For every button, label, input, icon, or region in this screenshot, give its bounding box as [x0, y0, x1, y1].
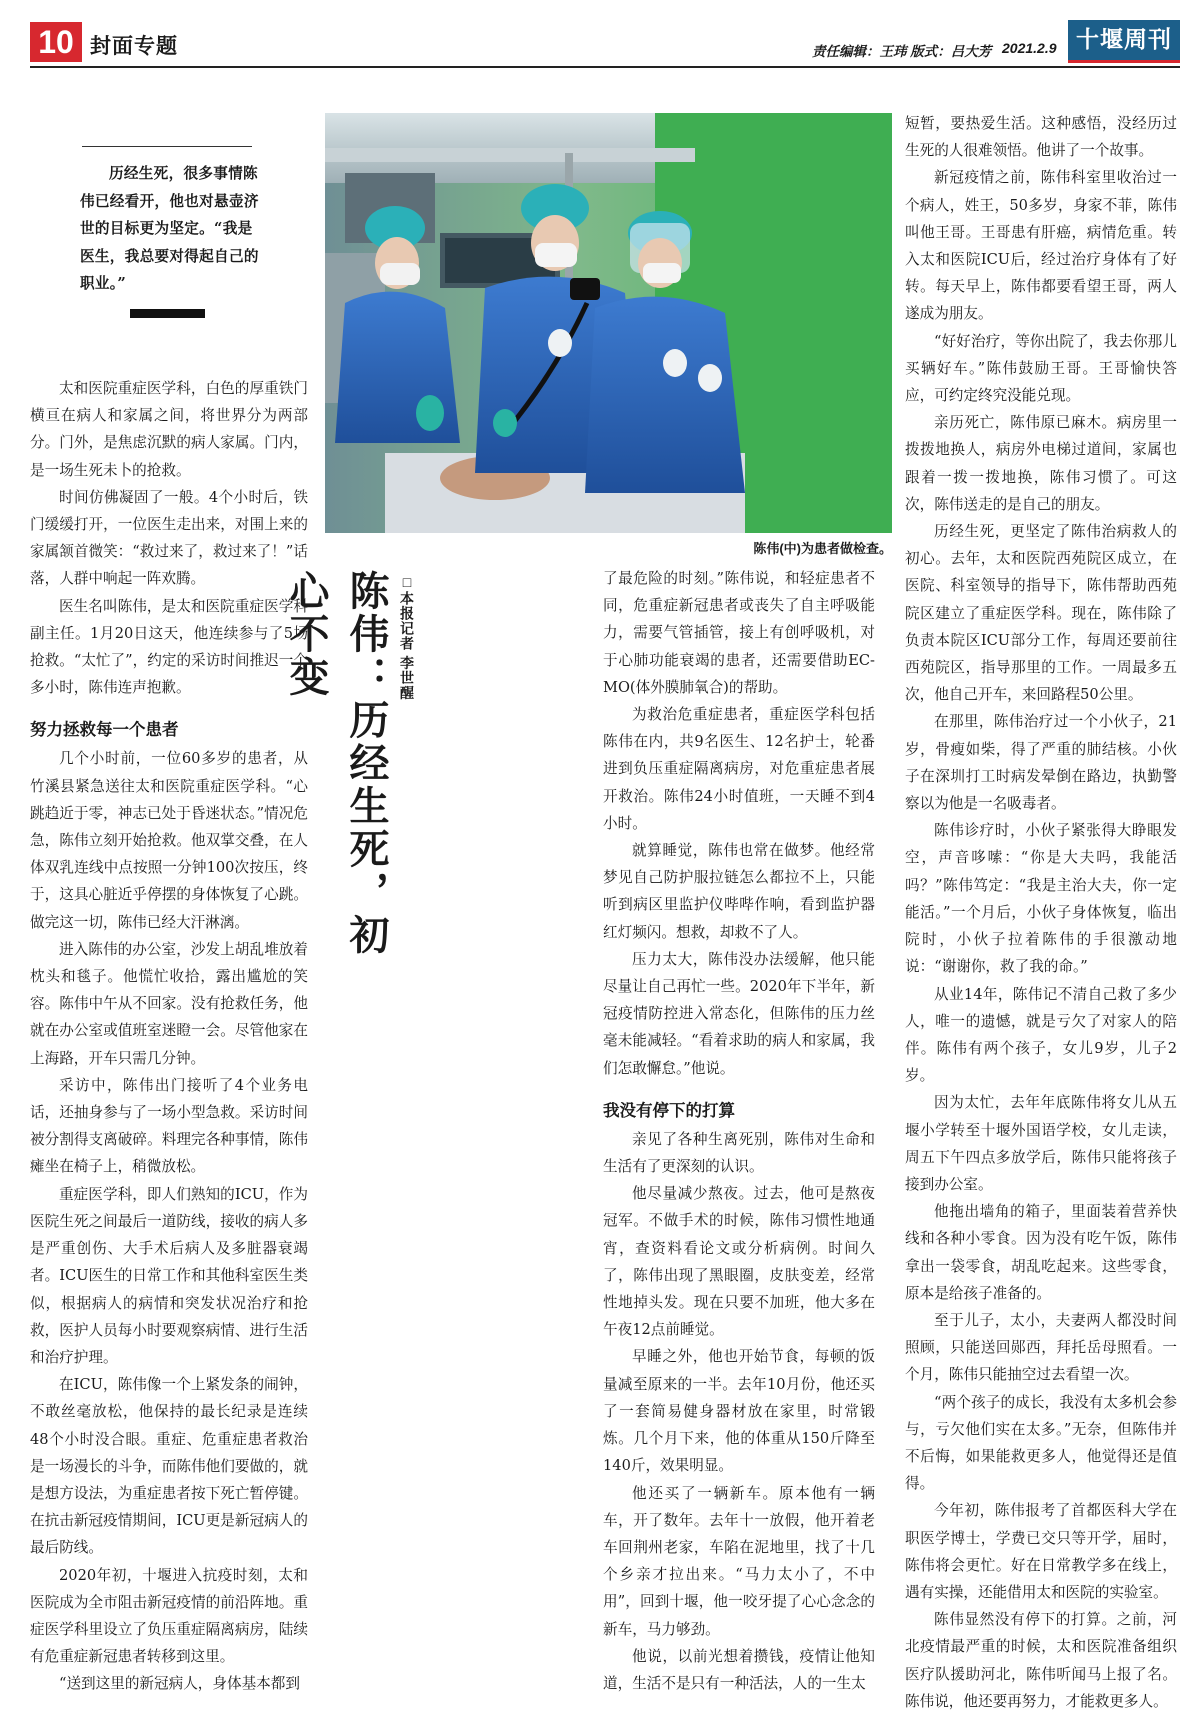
paragraph: 今年初，陈伟报考了首都医科大学在职医学博士，学费已交只等开学，届时，陈伟将会更忙。好在日常教学多在线上，遇有实操，还能借用太和医院的实验室。 [905, 1502, 1177, 1601]
column-1 [30, 375, 308, 1698]
paragraph: 为救治危重症患者，重症医学科包括陈伟在内，共9名医生、12名护士，轮番进到负压重症隔离病房，对危重症患者展开救治。陈伟24小时值班，一天睡不到4小时。 [603, 706, 875, 832]
quote-top-rule [82, 146, 252, 147]
paragraph: 医生名叫陈伟，是太和医院重症医学科副主任。1月20日这天，他连续参与了5场抢救。“太忙了”，约定的采访时间推迟一个多小时，陈伟连声抱歉。 [30, 597, 308, 697]
paragraph: 太和医院重症医学科，白色的厚重铁门横亘在病人和家属之间，将世界分为两部分。门外，是焦虑沉默的病人家属。门内，是一场生死未卜的抢救。 [30, 380, 308, 479]
paragraph: 陈伟诊疗时，小伙子紧张得大睁眼发空，声音哆嗦：“你是大夫吗，我能活吗？”陈伟笃定：“我是主治大夫，你一定能活。”一个月后，小伙子身体恢复，临出院时，小伙子拉着陈伟的手很激动地说：“谢谢你，救了我的命。” [905, 822, 1177, 976]
photo-caption: 陈伟(中)为患者做检查。 [753, 541, 892, 556]
paragraph: 短暂，要热爱生活。这种感悟，没经历过生死的人很难领悟。他讲了一个故事。 [905, 115, 1177, 160]
paragraph: 从业14年，陈伟记不清自己救了多少人，唯一的遗憾，就是亏欠了对家人的陪伴。陈伟有两个孩子，女儿9岁，儿子2岁。 [905, 985, 1177, 1085]
paragraph: 早睡之外，他也开始节食，每顿的饭量减至原来的一半。去年10月份，他还买了一套简易健身器材放在家里，时常锻炼。几个月下来，他的体重从150斤降至140斤，效果明显。 [603, 1348, 875, 1475]
page-number: 10 [30, 22, 82, 62]
paragraph: 2020年初，十堰进入抗疫时刻，太和医院成为全市阻击新冠疫情的前沿阵地。重症医学科里设立了负压重症隔离病房，陆续有危重症新冠患者转移到这里。 [30, 1566, 308, 1666]
paragraph: 在那里，陈伟治疗过一个小伙子，21岁，骨瘦如柴，得了严重的肺结核。小伙子在深圳打工时病发晕倒在路边，执勤警察以为他是一名吸毒者。 [905, 713, 1177, 813]
paragraph: 重症医学科，即人们熟知的ICU，作为医院生死之间最后一道防线，接收的病人多是严重创伤、大手术后病人及多脏器衰竭者。ICU医生的日常工作和其他科室医生类似，根据病人的病情和突发状况治疗和抢救，医护人员每小时要观察病情、进行生活和治疗护理。 [30, 1185, 308, 1366]
paragraph: “送到这里的新冠病人，身体基本都到 [59, 1675, 300, 1693]
paragraph: 几个小时前，一位60多岁的患者，从竹溪县紧急送往太和医院重症医学科。“心跳趋近于零，神志已处于昏迷状态。”情况危急，陈伟立刻开始抢救。他双掌交叠，在人体双乳连线中点按照一分钟100次按压，终于，这具心脏近乎停摆的身体恢复了心跳。做完这一切，陈伟已经大汗淋漓。 [30, 750, 308, 931]
pull-quote [80, 160, 260, 298]
paragraph: 时间仿佛凝固了一般。4个小时后，铁门缓缓打开，一位医生走出来，对围上来的家属颔首微笑：“救过来了，救过来了！”话落，人群中响起一阵欢腾。 [30, 488, 308, 588]
paragraph: 历经生死，更坚定了陈伟治病救人的初心。去年，太和医院西苑院区成立，在医院、科室领导的指导下，陈伟帮助西苑院区建立了重症医学科。现在，陈伟除了负责本院区ICU部分工作，每周还要前往西苑院区，指导那里的工作。一周最多五次，他自己开车，来回路程50公里。 [905, 523, 1177, 704]
paragraph: 他说，以前光想着攒钱，疫情让他知道，生活不是只有一种活法，人的一生太 [603, 1647, 875, 1692]
article-photo [325, 113, 892, 533]
section-title: 封面专题 [90, 35, 178, 58]
article-title: 陈伟：历经生死，初心不变 [283, 570, 389, 957]
paragraph: 亲历死亡，陈伟原已麻木。病房里一拨拨地换人，病房外电梯过道间，家属也跟着一拨一拨地换，陈伟习惯了。可这次，陈伟送走的是自己的朋友。 [905, 414, 1177, 513]
paragraph: 在ICU，陈伟像一个上紧发条的闹钟，不敢丝毫放松，他保持的最长纪录是连续48个小时没合眼。重症、危重症患者救治是一场漫长的斗争，而陈伟他们要做的，就是想方设法，为重症患者按下死亡暂停键。在抗击新冠疫情期间，ICU更是新冠病人的最后防线。 [30, 1376, 308, 1557]
paragraph: 他还买了一辆新车。原本他有一辆车，开了数年。去年十一放假，他开着老车回荆州老家，车陷在泥地里，找了十几个乡亲才拉出来。“马力太小了，不中用”，回到十堰，他一咬牙提了心心念念的新车，马力够劲。 [603, 1484, 875, 1638]
paragraph: 采访中，陈伟出门接听了4个业务电话，还抽身参与了一场小型急救。采访时间被分割得支离破碎。料理完各种事情，陈伟瘫坐在椅子上，稍微放松。 [30, 1076, 308, 1176]
editor-credits: 责任编辑：王玮 版式：吕大芳 [812, 44, 992, 59]
byline: □本报记者 李世醒 [399, 574, 415, 701]
column-3 [603, 565, 875, 1697]
subheading: 我没有停下的打算 [603, 1101, 735, 1120]
paragraph: “两个孩子的成长，我没有太多机会参与，亏欠他们实在太多。”无奈，但陈伟并不后悔，如果能救更多人，他觉得还是值得。 [905, 1393, 1177, 1493]
header-rule [30, 66, 1180, 68]
subheading: 努力拯救每一个患者 [30, 721, 179, 740]
paragraph: 他尽量减少熬夜。过去，他可是熬夜冠军。不做手术的时候，陈伟习惯性地通宵，查资料看论文或分析病例。时间久了，陈伟出现了黑眼圈，皮肤变差，经常性地掉头发。现在只要不加班，他大多在午夜12点前睡觉。 [603, 1185, 875, 1339]
masthead-logo: 十堰周刊 [1068, 20, 1180, 63]
paragraph: 新冠疫情之前，陈伟科室里收治过一个病人，姓王，50多岁，身家不菲，陈伟叫他王哥。王哥患有肝癌，病情危重。转入太和医院ICU后，经过治疗身体有了好转。每天早上，陈伟都要看望王哥，两人遂成为朋友。 [905, 169, 1177, 323]
issue-date: 2021.2.9 [1002, 40, 1057, 56]
paragraph: 压力太大，陈伟没办法缓解，他只能尽量让自己再忙一些。2020年下半年，新冠疫情防控进入常态化，但陈伟的压力丝毫未能减轻。“看着求助的病人和家属，我们怎敢懈怠。”他说。 [603, 950, 875, 1077]
pull-quote-text: 历经生死，很多事情陈伟已经看开，他也对悬壶济世的目标更为坚定。“我是医生，我总要对得起自己的职业。” [80, 165, 259, 292]
icu-scene-illustration [325, 113, 892, 533]
paragraph: 因为太忙，去年年底陈伟将女儿从五堰小学转至十堰外国语学校，女儿走读，周五下午四点多放学后，陈伟只能将孩子接到办公室。 [905, 1094, 1177, 1193]
paragraph: “好好治疗，等你出院了，我去你那儿买辆好车。”陈伟鼓励王哥。王哥愉快答应，可约定终究没能兑现。 [905, 332, 1177, 405]
paragraph: 了最危险的时刻。”陈伟说，和轻症患者不同，危重症新冠患者或丧失了自主呼吸能力，需要气管插管，接上有创呼吸机，对于心肺功能衰竭的患者，还需要借助EC-MO(体外膜肺氧合)的帮助。 [603, 570, 875, 696]
paragraph: 进入陈伟的办公室，沙发上胡乱堆放着枕头和毯子。他慌忙收拾，露出尴尬的笑容。陈伟中午从不回家。没有抢救任务，他就在办公室或值班室迷瞪一会。尽管他家在上海路，开车只需几分钟。 [30, 940, 308, 1067]
paragraph: 亲见了各种生离死别，陈伟对生命和生活有了更深刻的认识。 [603, 1130, 875, 1176]
paragraph: 至于儿子，太小，夫妻两人都没时间照顾，只能送回郧西，拜托岳母照看。一个月，陈伟只能抽空过去看望一次。 [905, 1311, 1177, 1384]
paragraph: 就算睡觉，陈伟也常在做梦。他经常梦见自己防护服拉链怎么都拉不上，只能听到病区里监护仪哔哔作响，看到监护器红灯频闪。想救，却救不了人。 [603, 842, 875, 941]
paragraph: 陈伟显然没有停下的打算。之前，河北疫情最严重的时候，太和医院准备组织医疗队援助河北，陈伟听闻马上报了名。陈伟说，他还要再努力，才能救更多人。 [905, 1611, 1177, 1710]
column-4 [905, 110, 1177, 1715]
quote-bar [130, 309, 205, 318]
paragraph: 他拖出墙角的箱子，里面装着营养快线和各种小零食。因为没有吃午饭，陈伟拿出一袋零食，胡乱吃起来。这些零食，原本是给孩子准备的。 [905, 1203, 1177, 1302]
